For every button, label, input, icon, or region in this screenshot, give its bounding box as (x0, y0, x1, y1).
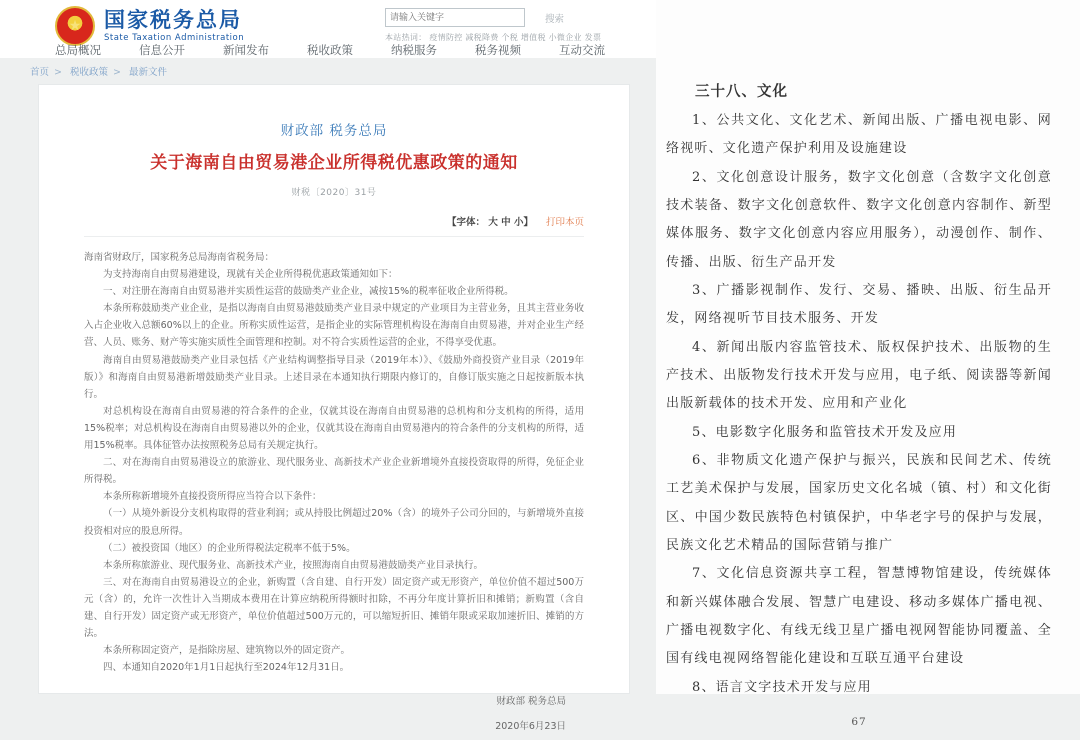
breadcrumb-item (30, 67, 67, 78)
site-logo (55, 6, 244, 46)
notice-paragraph: 为支持海南自由贸易港建设，现就有关企业所得税优惠政策通知如下： (103, 269, 398, 281)
notice-paragraph: 海南自由贸易港鼓励类产业目录包括《产业结构调整指导目录（2019年本）》、《鼓励外商投资产业目录（2019年版）》和海南自由贸易港新增鼓励类产业目录。上述目录在本通知执行期限内修订的，自修订版实施之日起按新版本执行。 (84, 354, 584, 400)
breadcrumb-link[interactable]: 税收政策 (70, 67, 109, 78)
notice-paragraph: 本条所称固定资产，是指除房屋、建筑物以外的固定资产。 (103, 645, 351, 657)
notice-paragraph: 四、本通知自2020年1月1日起执行至2024年12月31日。 (103, 662, 350, 674)
catalogue-item: 3、广播影视制作、发行、交易、播映、出版、衍生品开发，网络视听节目技术服务、开发 (666, 282, 1052, 327)
nav-item[interactable]: 信息公开 (139, 43, 185, 57)
site-title: 国家税务总局 (104, 8, 242, 33)
search-area (385, 8, 635, 43)
notice-paragraph: 本条所称新增境外直接投资所得应当符合以下条件： (103, 491, 322, 503)
site-subtitle: State Taxation Administration (104, 32, 245, 43)
breadcrumb-item (129, 67, 167, 78)
nav-item[interactable]: 互动交流 (559, 43, 605, 57)
nav-item[interactable]: 总局概况 (55, 43, 101, 57)
site-header (0, 0, 656, 58)
catalogue-item: 7、文化信息资源共享工程，智慧博物馆建设，传统媒体和新兴媒体融合发展、智慧广电建设、移动多媒体广播电视、广播电视数字化、有线无线卫星广播电视网智能协同覆盖、全国有线电视网络智能化建设和互联互通平台建设 (666, 566, 1052, 667)
doc-toolbar (84, 214, 584, 237)
nav-item[interactable]: 税务视频 (475, 43, 521, 57)
font-size-selector[interactable]: 【字体： 大 中 小】 (447, 217, 533, 228)
notice-paragraph: 本条所称旅游业、现代服务业、高新技术产业，按照海南自由贸易港鼓励类产业目录执行。 (103, 559, 484, 571)
breadcrumb-separator-icon: > (54, 67, 62, 78)
nav-item[interactable]: 税收政策 (307, 43, 353, 57)
breadcrumb-link[interactable]: 首页 (30, 67, 50, 78)
catalogue-item: 6、非物质文化遗产保护与振兴，民族和民间艺术、传统工艺美术保护与发展，国家历史文化名城（镇、村）和文化街区、中国少数民族特色村镇保护，中华老字号的保护与发展，民族文化艺术精品的国际营销与推广 (666, 452, 1052, 553)
notice-paragraph: 海南省财政厅，国家税务总局海南省税务局： (84, 252, 275, 263)
catalogue-item: 2、文化创意设计服务，数字文化创意（含数字文化创意技术装备、数字文化创意软件、数字文化创意内容制作、新型媒体服务、数字文化创意内容应用服务），动漫创作、制作、传播、出版、衍生产品开发 (666, 169, 1052, 270)
notice-paragraph: 对总机构设在海南自由贸易港的符合条件的企业，仅就其设在海南自由贸易港的总机构和分支机构的所得，适用15%税率；对总机构设在海南自由贸易港以外的企业，仅就其设在海南自由贸易港内的符合条件的分支机构的所得，适用15%税率。具体征管办法按照税务总局有关规定执行。 (84, 405, 584, 452)
nav-item[interactable]: 纳税服务 (391, 43, 437, 57)
notice-body (84, 249, 584, 676)
national-emblem-icon: ★ (55, 6, 95, 46)
signature-agency: 财政部 税务总局 (496, 696, 566, 708)
search-button[interactable]: 搜索 (539, 10, 570, 26)
catalogue-item: 5、电影数字化服务和监管技术开发及应用 (692, 424, 958, 440)
breadcrumb-link[interactable]: 最新文件 (129, 67, 168, 78)
signature-date: 2020年6月23日 (495, 721, 566, 733)
catalogue-page (656, 0, 1080, 728)
notice-signature (84, 690, 584, 739)
notice-document (38, 84, 630, 733)
notice-paragraph: 一、对注册在海南自由贸易港并实质性运营的鼓励类产业企业，减按15%的税率征收企业所得税。 (103, 286, 514, 298)
notice-paragraph: 三、对在海南自由贸易港设立的企业，新购置（含自建、自行开发）固定资产或无形资产，单位价值不超过500万元（含）的，允许一次性计入当期成本费用在计算应纳税所得额时扣除，不再分年度计算折旧和摊销；新购置（含自建、自行开发）固定资产或无形资产，单位价值超过500万元的，可以缩短折旧、摊销年限或采取加速折旧、摊销的方法。 (84, 576, 584, 640)
breadcrumb-separator-icon: > (113, 67, 121, 78)
notice-doc-number: 财税〔2020〕31号 (291, 188, 377, 198)
catalogue-section-heading: 三十八、文化 (695, 83, 788, 100)
notice-title: 关于海南自由贸易港企业所得税优惠政策的通知 (150, 153, 518, 173)
search-input[interactable] (385, 8, 525, 27)
notice-paragraph: 二、对在海南自由贸易港设立的旅游业、现代服务业、高新技术产业企业新增境外直接投资取得的所得，免征企业所得税。 (84, 457, 584, 486)
notice-paragraph: （二）被投资国（地区）的企业所得税法定税率不低于5%。 (103, 542, 356, 554)
breadcrumb (30, 64, 167, 78)
notice-agency: 财政部 税务总局 (280, 123, 388, 139)
main-navigation (55, 42, 615, 58)
catalogue-item: 1、公共文化、文化艺术、新闻出版、广播电视电影、网络视听、文化遗产保护利用及设施建设 (666, 113, 1052, 157)
nav-item[interactable]: 新闻发布 (223, 43, 269, 57)
notice-paragraph: 本条所称鼓励类产业企业，是指以海南自由贸易港鼓励类产业目录中规定的产业项目为主营业务，且其主营业务收入占企业收入总额60%以上的企业。所称实质性运营，是指企业的实际管理机构设在海南自由贸易港，并对企业生产经营、人员、账务、财产等实施实质性全面管理和控制。对不符合实质性运营的企业，不得享受优惠。 (84, 303, 584, 349)
catalogue-item: 4、新闻出版内容监管技术、版权保护技术、出版物的生产技术、出版物发行技术开发与应用，电子纸、阅读器等新闻出版新载体的技术开发、应用和产业化 (666, 339, 1052, 412)
catalogue-item: 8、语言文字技术开发与应用 (692, 679, 872, 695)
breadcrumb-item (70, 67, 126, 78)
hot-words[interactable]: 本站热词： 疫情防控 减税降费 个税 增值税 小微企业 发票 (385, 33, 602, 42)
logo-text (104, 9, 244, 42)
page-number: 67 (851, 715, 867, 728)
catalogue-items (666, 107, 1052, 702)
notice-paragraph: （一）从境外新设分支机构取得的营业利润；或从持股比例超过20%（含）的境外子公司分回的，与新增境外直接投资相对应的股息所得。 (84, 508, 584, 537)
print-page-button[interactable]: 打印本页 (545, 217, 584, 228)
